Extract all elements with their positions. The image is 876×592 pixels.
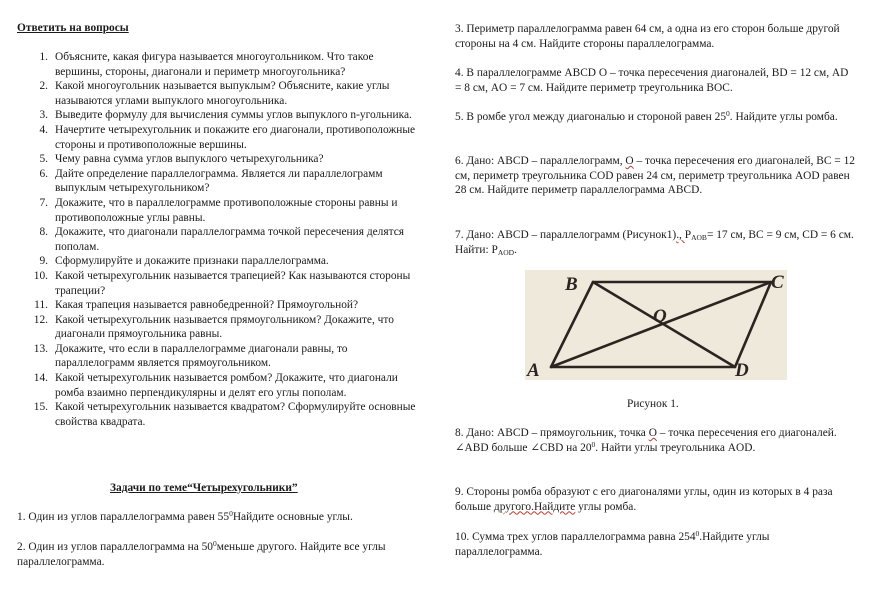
- task-3: 3. Периметр параллелограмма равен 64 см, а одна из его сторон больше другой стороны на 4 см. Найдите стороны параллелограмма.: [455, 23, 840, 50]
- task-5: 5. В ромбе угол между диагональю и стороной равен $25^0$. Найдите углы ромба.: [455, 109, 838, 123]
- question-item: 8. Докажите, что диагонали параллелограмма точкой пересечения делятся пополам.: [39, 226, 405, 253]
- question-item: 10. Какой четырехугольник называется трапецией? Как называются стороны трапеции?: [33, 269, 411, 297]
- question-item: 7. Докажите, что в параллелограмме противоположные стороны равны и противоположные углы равны.: [39, 196, 398, 224]
- question-item: 6. Дайте определение параллелограмма. Является ли параллелограмм выпуклым четырехугольником?: [39, 167, 383, 195]
- questions-list: [17, 50, 422, 429]
- tasks-heading: Задачи по теме“Четырехугольники”: [110, 482, 298, 494]
- figure-caption: Рисунок 1.: [627, 398, 679, 410]
- vertex-label-c: C: [771, 272, 784, 293]
- question-item: 11. Какая трапеция называется равнобедренной? Прямоугольной?: [34, 299, 359, 312]
- task-6: 6. Дано: ABCD – параллелограмм, O – точка пересечения его диагоналей, BC = 12 см, периметр треугольника COD равен 24 см, периметр треугольника AOD равен 28 см. Найдите периметр параллелограмма ABCD.: [455, 155, 855, 197]
- task-2: 2. Один из углов параллелограмма на $50^0меньше$ другого. Найдите все углы параллелограмма.: [17, 539, 386, 568]
- question-item: 14. Какой четырехугольник называется ромбом? Докажите, что диагонали ромба взаимно перпендикулярны и делят его углы пополам.: [33, 372, 398, 399]
- vertex-label-d: D: [735, 360, 749, 380]
- task-4: 4. В параллелограмме ABCD O – точка пересечения диагоналей, BD = 12 см, AD = 8 см, AO = 7 см. Найдите периметр треугольника BOC.: [455, 67, 849, 94]
- task-10: 10. Сумма трех углов параллелограмма равна $254^0.Найдите$ углы параллелограмма.: [455, 529, 770, 558]
- vertex-label-a: A: [527, 360, 540, 380]
- question-item: 1. Объясните, какая фигура называется многоугольником. Что такое вершины, стороны, диагонали и периметр многоугольника?: [39, 51, 374, 78]
- question-item: 12. Какой четырехугольник называется прямоугольником? Докажите, что диагонали прямоугольника равны.: [33, 313, 394, 341]
- center-label-o: O: [653, 306, 667, 327]
- question-item: 13. Докажите, что если в параллелограмме диагонали равны, то параллелограмм является прямоугольником.: [33, 342, 348, 370]
- task-1: 1. Один из углов параллелограмма равен $55^0Найдите$ основные углы.: [17, 509, 353, 523]
- question-item: 15. Какой четырехугольник называется квадратом? Сформулируйте основные свойства квадрата.: [33, 401, 416, 428]
- question-item: 3. Выведите формулу для вычисления суммы углов выпуклого n-угольника.: [39, 109, 412, 122]
- task-7: 7. Дано: ABCD – параллелограмм (Рисунок1)., $P_{AOB}= 17$ см, BC = 9 см, CD = 6 см. Найти: $P_{AOD}$.: [455, 229, 854, 257]
- task-8: 8. Дано: ABCD – прямоугольник, точка O – точка пересечения его диагоналей. ∠ABD больше ∠CBD на $20^0$. Найти углы треугольника AOD.: [455, 427, 837, 454]
- question-item: 2. Какой многоугольник называется выпуклым? Объясните, какие углы называются углами выпуклого многоугольника.: [39, 80, 390, 107]
- question-item: 9. Сформулируйте и докажите признаки параллелограмма.: [39, 255, 329, 268]
- vertex-label-b: B: [565, 274, 578, 295]
- question-item: 5. Чему равна сумма углов выпуклого четырехугольника?: [39, 153, 324, 166]
- parallelogram-figure: [525, 270, 787, 380]
- parallelogram-diagram: [525, 270, 787, 380]
- questions-heading: Ответить на вопросы: [17, 22, 129, 34]
- question-item: 4. Начертите четырехугольник и покажите его диагонали, противоположные стороны и противоположные вершины.: [39, 123, 416, 151]
- task-9: 9. Стороны ромба образуют с его диагоналями углы, один из которых в 4 раза больше другого.Найдите углы ромба.: [455, 486, 833, 513]
